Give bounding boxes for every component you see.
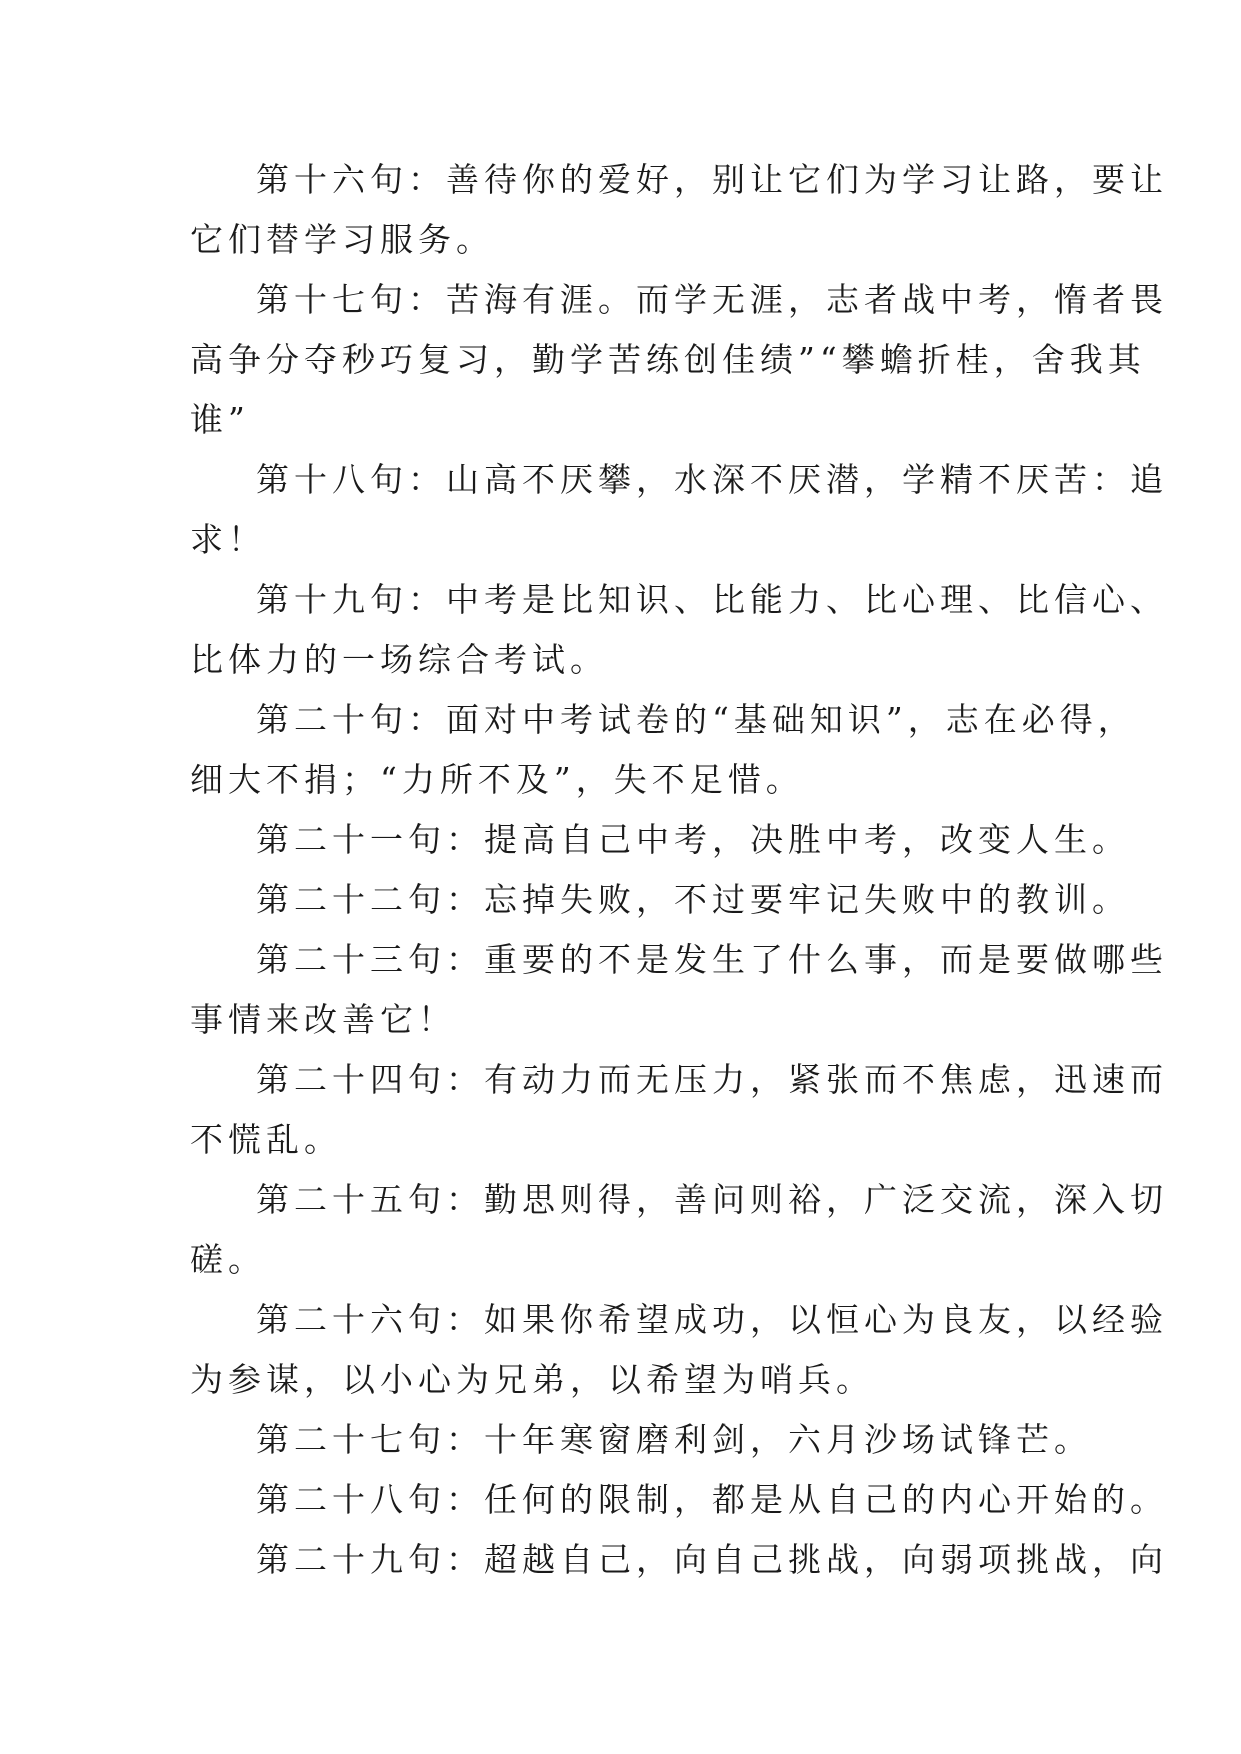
paragraph-28	[190, 1470, 1168, 1530]
text-line: 第二十三句：重要的不是发生了什么事，而是要做哪些	[256, 940, 1168, 979]
text-line: 细大不捐；“力所不及”，失不足惜。	[190, 760, 804, 799]
paragraph-24	[190, 1050, 1168, 1170]
paragraph-21	[190, 810, 1130, 870]
text-line: 第二十二句：忘掉失败，不过要牢记失败中的教训。	[256, 880, 1130, 919]
document-body	[190, 150, 1168, 1590]
paragraph-25	[190, 1170, 1168, 1290]
paragraph-27	[190, 1410, 1092, 1470]
text-line: 第二十句：面对中考试卷的“基础知识”，志在必得，	[256, 700, 1136, 739]
text-line: 第十七句：苦海有涯。而学无涯，志者战中考，惰者畏	[256, 280, 1168, 319]
text-line: 它们替学习服务。	[190, 220, 494, 259]
paragraph-23	[190, 930, 1168, 1050]
text-line: 高争分夺秒巧复习，勤学苦练创佳绩”“攀蟾折桂，舍我其	[190, 340, 1146, 379]
text-line: 第二十五句：勤思则得，善问则裕，广泛交流，深入切	[256, 1180, 1168, 1219]
paragraph-16	[190, 150, 1168, 270]
text-line: 第二十八句：任何的限制，都是从自己的内心开始的。	[256, 1480, 1168, 1519]
text-line: 第十九句：中考是比知识、比能力、比心理、比信心、	[256, 580, 1168, 619]
paragraph-18	[190, 450, 1168, 570]
paragraph-26	[190, 1290, 1168, 1410]
text-line: 第二十九句：超越自己，向自己挑战，向弱项挑战，向	[256, 1540, 1168, 1579]
text-line: 事情来改善它！	[190, 1000, 456, 1039]
text-line: 磋。	[190, 1240, 266, 1279]
text-line: 不慌乱。	[190, 1120, 342, 1159]
text-line: 求！	[190, 520, 266, 559]
text-line: 谁”	[190, 400, 250, 439]
text-line: 比体力的一场综合考试。	[190, 640, 608, 679]
text-line: 第二十四句：有动力而无压力，紧张而不焦虑，迅速而	[256, 1060, 1168, 1099]
text-line: 第十八句：山高不厌攀，水深不厌潜，学精不厌苦：追	[256, 460, 1168, 499]
paragraph-29	[190, 1530, 1168, 1590]
text-line: 第二十六句：如果你希望成功，以恒心为良友，以经验	[256, 1300, 1168, 1339]
text-line: 第二十一句：提高自己中考，决胜中考，改变人生。	[256, 820, 1130, 859]
paragraph-20	[190, 690, 1136, 810]
paragraph-22	[190, 870, 1130, 930]
text-line: 为参谋，以小心为兄弟，以希望为哨兵。	[190, 1360, 874, 1399]
text-line: 第十六句：善待你的爱好，别让它们为学习让路，要让	[256, 160, 1168, 199]
paragraph-19	[190, 570, 1168, 690]
paragraph-17	[190, 270, 1168, 450]
text-line: 第二十七句：十年寒窗磨利剑，六月沙场试锋芒。	[256, 1420, 1092, 1459]
